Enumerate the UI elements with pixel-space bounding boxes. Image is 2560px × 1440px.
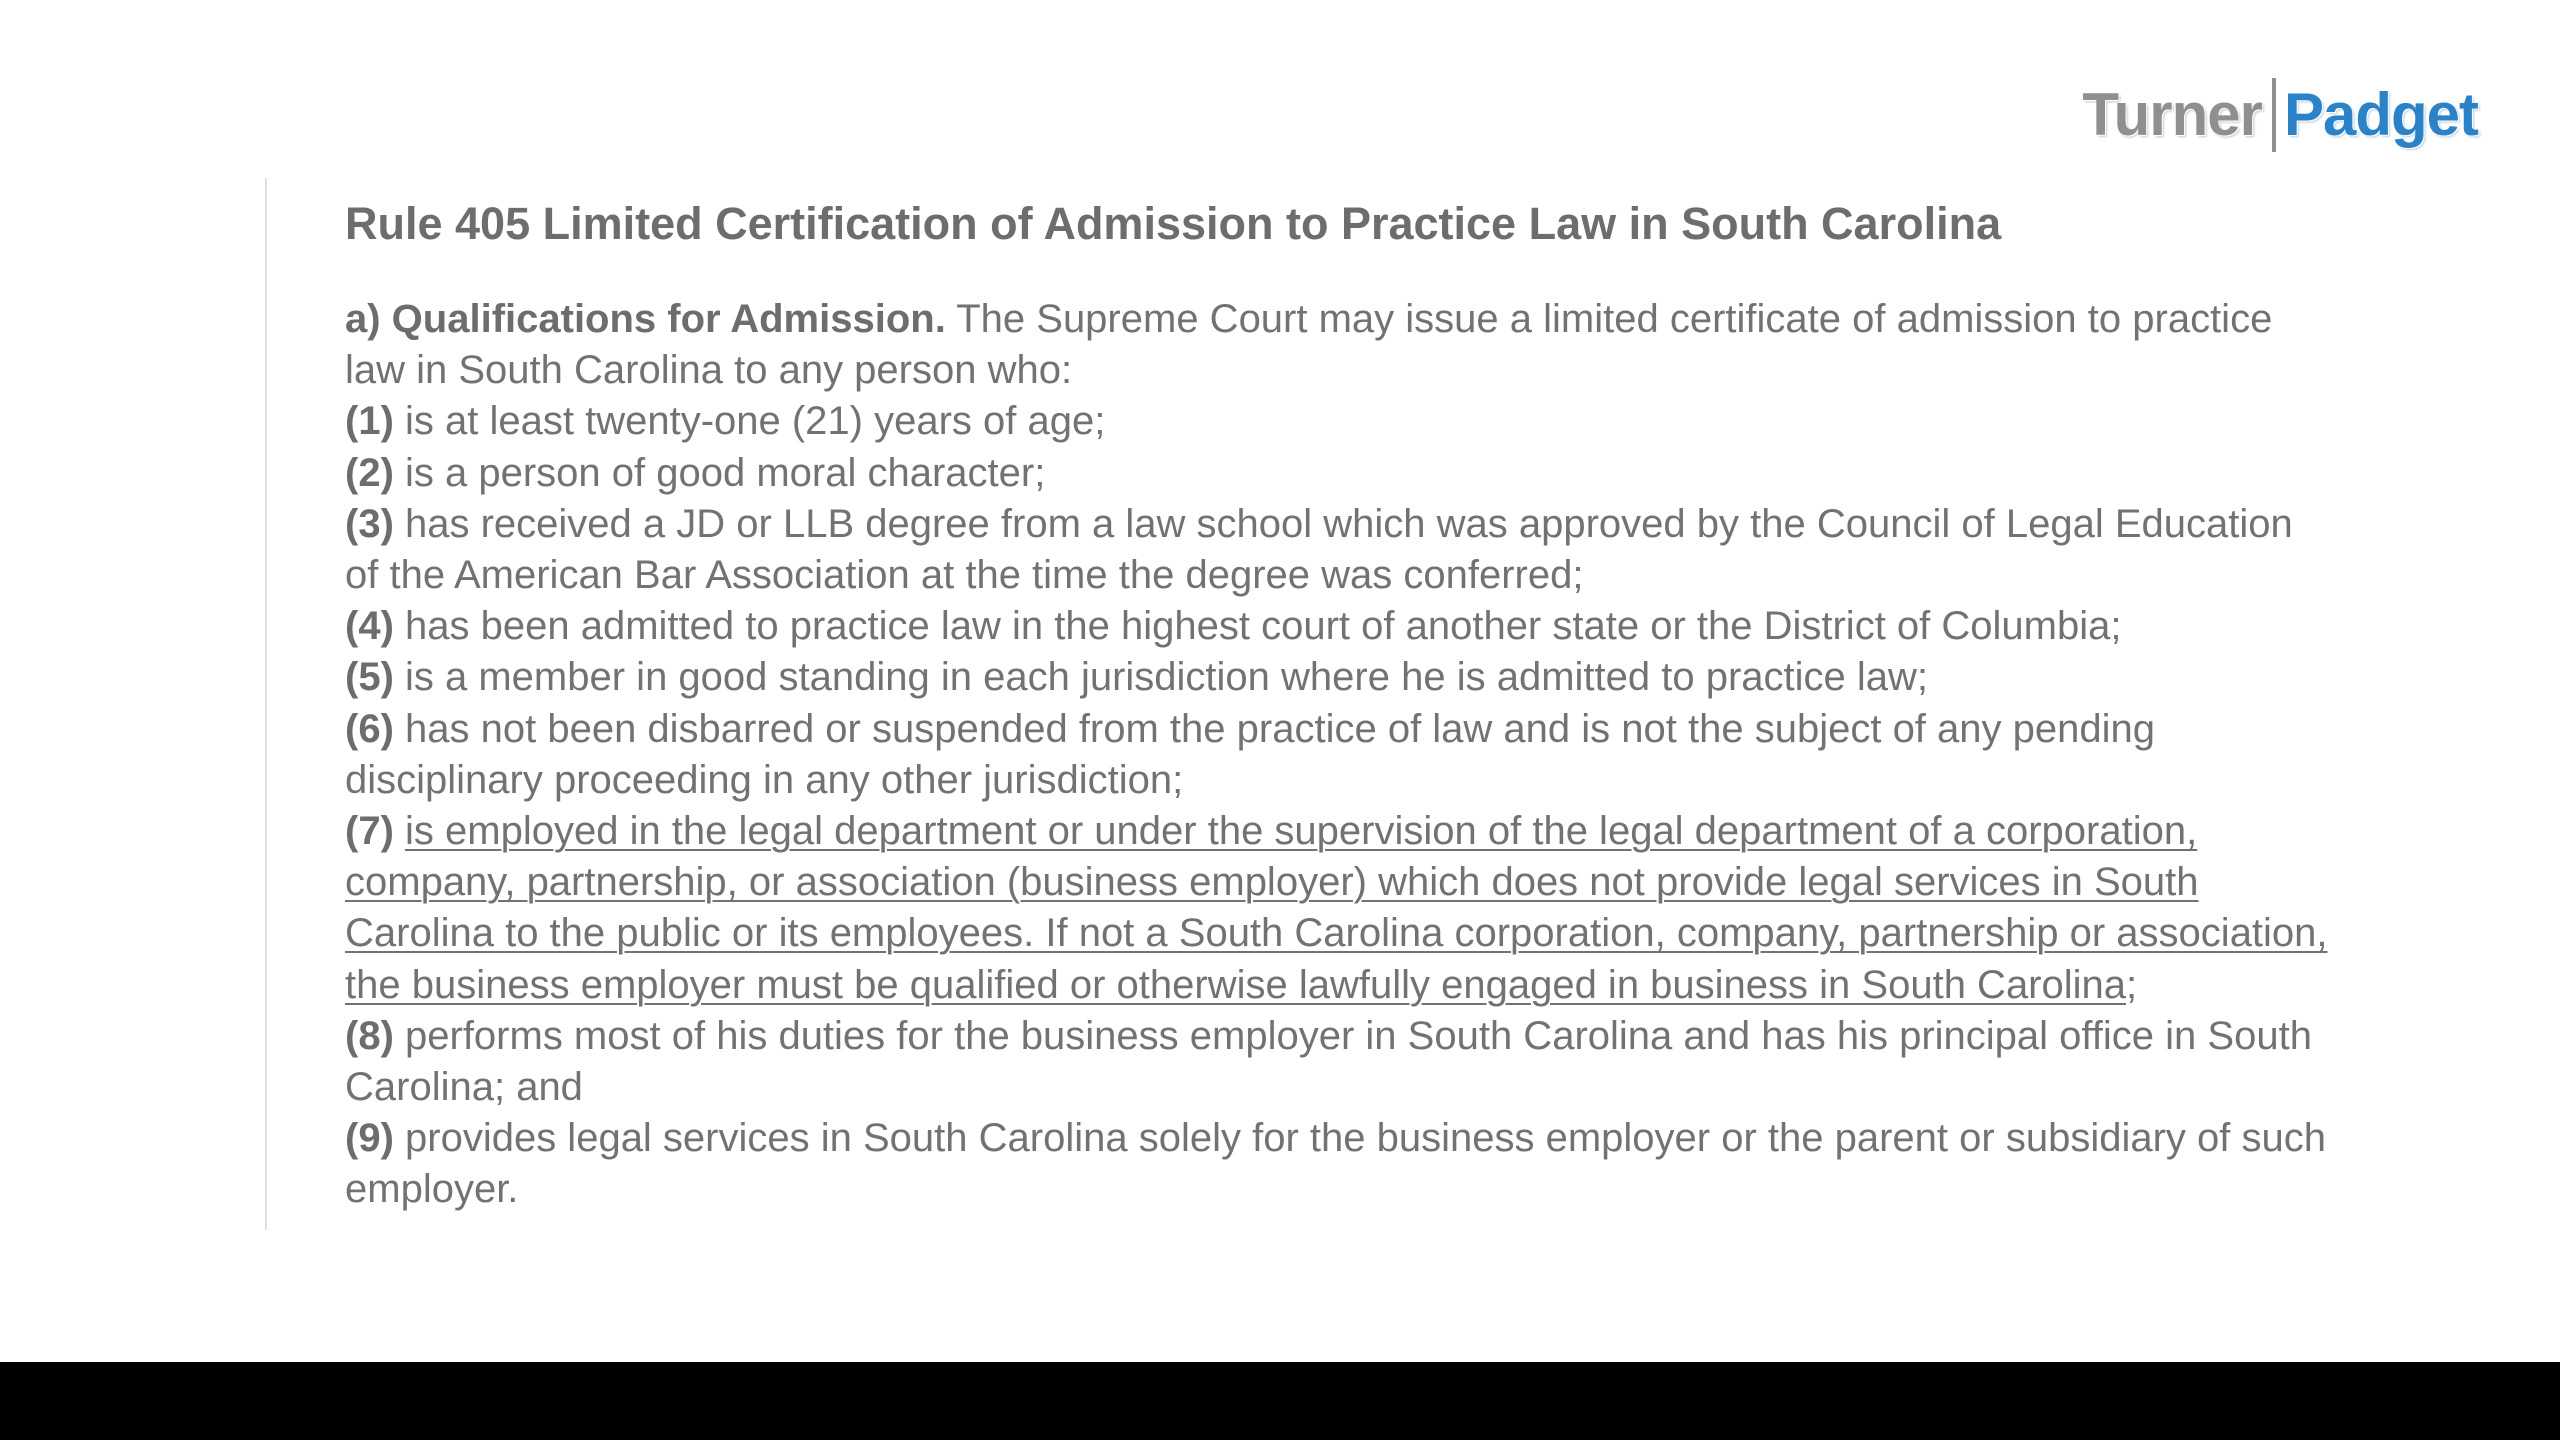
list-item-8 [345,1011,2335,1113]
item-text: has received a JD or LLB degree from a law school which was approved by the Council of Legal Education of the American Bar Association at the time the degree was conferred; [345,501,2293,598]
turner-padget-logo [2082,78,2478,152]
item-number: (6) [345,706,394,751]
item-text: is a person of good moral character; [393,450,1046,495]
list-item-1 [345,396,2335,447]
list-item-5 [345,652,2335,703]
page-title: Rule 405 Limited Certification of Admission to Practice Law in South Carolina [345,198,2002,249]
item-text: provides legal services in South Carolina solely for the business employer or the parent or subsidiary of such employer. [345,1116,2326,1212]
item-text: has been admitted to practice law in the highest court of another state or the District of Columbia; [393,604,2122,649]
item-number: (3) [345,501,394,546]
item-number: (1) [345,399,394,444]
logo-text-padget: Padget [2283,81,2478,148]
section-heading: a) Qualifications for Admission. [345,297,946,341]
item-number: (5) [345,655,394,700]
list-item-6 [345,704,2335,806]
item-number: (4) [345,604,394,649]
item-number: (9) [345,1116,394,1161]
section-intro-text: The Supreme Court may issue a limited certificate of admission to practice law in South Carolina to any person who: [345,297,2273,393]
logo-text-turner: Turner [2082,81,2262,148]
item-text: is a member in good standing in each jurisdiction where he is admitted to practice law; [393,655,1929,700]
item-number: (8) [345,1013,394,1058]
section-intro-paragraph [345,294,2335,396]
item-text: has not been disbarred or suspended from the practice of law and is not the subject of any pending disciplinary proceeding in any other jurisdiction; [345,706,2156,802]
document-content [345,192,2335,1216]
left-divider-line [265,178,267,1230]
list-item-3 [345,499,2335,601]
logo-divider [2272,78,2276,152]
letterbox-bar [0,1362,2560,1440]
item-number: (2) [345,450,394,495]
item-number: (7) [345,809,394,854]
item-text-suffix: ; [2126,962,2138,1007]
item-text: performs most of his duties for the business employer in South Carolina and has his principal office in South Carolina; and [345,1013,2312,1110]
list-item-7 [345,806,2335,1011]
list-item-2 [345,448,2335,499]
list-item-9 [345,1113,2335,1215]
rule-body [345,294,2335,1216]
list-item-4 [345,601,2335,652]
item-text: is at least twenty-one (21) years of age; [393,399,1106,444]
item-text-underlined: is employed in the legal department or under the supervision of the legal department of a corporation, company, partnership, or association (business employer) which does not provide legal services in South Carolina to the public or its employees. If not a South Carolina corporation, company, partnership or association, the business employer must be qualified or otherwise lawfully engaged in business in South Carolina [345,809,2328,1007]
